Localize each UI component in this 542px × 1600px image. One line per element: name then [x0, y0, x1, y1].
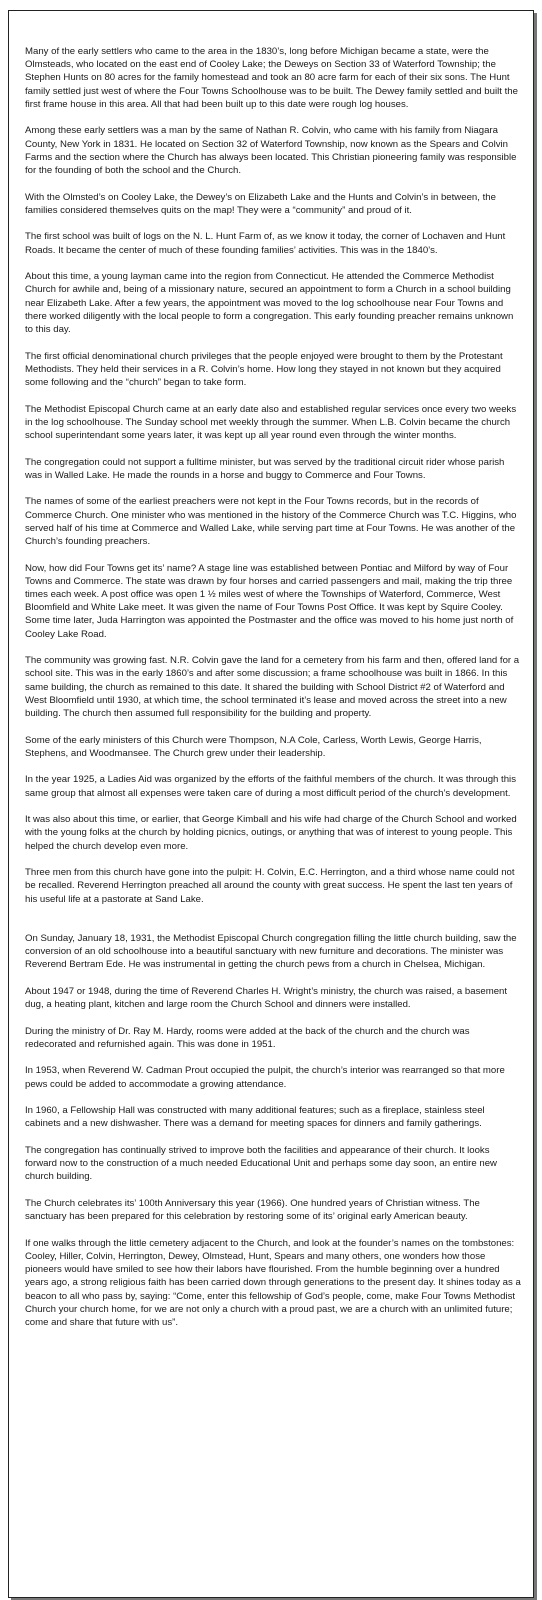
paragraph-1947-basement: About 1947 or 1948, during the time of Reverend Charles H. Wright’s ministry, the church was raised, a basement dug, a heating plant, kitchen and large room the Church School and dinners were installed.	[25, 985, 508, 1011]
paragraph-ladies-aid: In the year 1925, a Ladies Aid was organized by the efforts of the faithful members of the church. It was through this same group that almost all expenses were taken care of during a most difficult period of the church’s development.	[25, 774, 516, 799]
paragraph-1953-pews: In 1953, when Reverend W. Cadman Prout occupied the pulpit, the church’s interior was rearranged so that more pews could be added to accommodate a growing attendance.	[25, 1065, 505, 1090]
paragraph-early-ministers: Some of the early ministers of this Church were Thompson, N.A Cole, Carless, Worth Lewis, George Harris, Stephens, and Woodmansee. The Church grew under their leadership.	[25, 734, 482, 759]
paragraph-nathan-colvin: Among these early settlers was a man by the same of Nathan R. Colvin, who came with his family from Niagara County, New York in 1831. He located on Section 32 of Waterford Township, now known as the Spears and Colvin Farms and the section where the Church has always been located. This Christian pioneering family was responsible for the founding of both the school and the Church.	[25, 125, 517, 177]
paragraph-community-growing: The community was growing fast. N.R. Colvin gave the land for a cemetery from his farm and then, offered land for a school site. This was in the early 1860’s and after some discussion; a frame schoolhouse was built in 1866. In this same building, the church as remained to this date. It shared the building with School District #2 of Waterford and West Bloomfield until 1930, at which time, the school terminated it’s lease and moved across the street into a new building. The church then assumed full responsibility for the building and property.	[25, 655, 520, 720]
paragraph-ray-hardy: During the ministry of Dr. Ray M. Hardy, rooms were added at the back of the church and the church was redecorated and refurnished again. This was done in 1951.	[25, 1025, 470, 1050]
paragraph-early-settlers: Many of the early settlers who came to the area in the 1830’s, long before Michigan became a state, were the Olmsteads, who located on the east end of Cooley Lake; the Deweys on Section 33 of Waterford Township; the Stephen Hunts on 80 acres for the family homestead and took an 80 acre farm for each of their six sons. The Hunt family settled just west of where the Four Towns Schoolhouse was to be built. The Dewey family settled and built the first frame house in this area. All that had been built up to this date were rough log houses.	[25, 46, 518, 110]
paragraph-improvements: The congregation has continually strived to improve both the facilities and appearance of their church. It looks forward now to the construction of a much needed Educational Unit and perhaps some day soon, an entire new church building.	[25, 1145, 497, 1183]
paragraph-100th-anniversary: The Church celebrates its’ 100th Anniversary this year (1966). One hundred years of Christian witness. The sanctuary has been prepared for this celebration by restoring some of its’ original early American beauty.	[25, 1198, 480, 1223]
paragraph-methodist-episcopal: The Methodist Episcopal Church came at an early date also and established regular services once every two weeks in the log schoolhouse. The Sunday school met weekly through the summer. When L.B. Colvin became the church school superintendant some years later, it was kept up all year round even through the winter months.	[25, 403, 517, 442]
document-frame	[8, 10, 534, 1598]
paragraph-george-kimball: It was also about this time, or earlier, that George Kimball and his wife had charge of the Church School and worked with the young folks at the church by holding picnics, outings, or anything that was of interest to young people. This helped the church develop even more.	[25, 814, 517, 852]
paragraph-1931-sanctuary: On Sunday, January 18, 1931, the Methodist Episcopal Church congregation filling the little church building, saw the conversion of an old schoolhouse into a beautiful sanctuary with new furniture and decorations. The minister was Reverend Bertram Ede. He was instrumental in getting the church pews from a church in Chelsea, Michigan.	[25, 932, 517, 971]
paragraph-community: With the Olmsted’s on Cooley Lake, the Dewey’s on Elizabeth Lake and the Hunts and Colvin’s in between, the families considered themselves quits on the map! They were a “community” and proud of it.	[25, 191, 496, 216]
paragraph-earliest-preachers: The names of some of the earliest preachers were not kept in the Four Towns records, but in the records of Commerce Church. One minister who was mentioned in the history of the Commerce Church was T.C. Higgins, who served half of his time at Commerce and Walled Lake, while serving part time at Four Towns. He was another of the Church’s founding preachers.	[25, 496, 517, 548]
paragraph-protestant-methodists: The first official denominational church privileges that the people enjoyed were brought to them by the Protestant Methodists. They held their services in a R. Colvin’s home. How long they stayed in not known but they acquired some following and the “church” began to take form.	[25, 350, 503, 389]
paragraph-four-towns-name: Now, how did Four Towns get its’ name? A stage line was established between Pontiac and Milford by way of Four Towns and Commerce. The state was drawn by four horses and carried passengers and mail, making the trip three times each week. A post office was open 1 ½ miles west of where the Townships of Waterford, Commerce, West Bloomfield and White Lake meet. It was given the name of Four Towns Post Office. It was kept by Squire Cooley. Some time later, Juda Harrington was appointed the Postmaster and the office was moved to his home just north of Cooley Lake Road.	[25, 562, 514, 640]
paragraph-first-school: The first school was built of logs on the N. L. Hunt Farm of, as we know it today, the corner of Lochaven and Hunt Roads. It became the center of much of these founding families’ activities. This was in the 1840’s.	[25, 231, 506, 256]
paragraph-three-men: Three men from this church have gone into the pulpit: H. Colvin, E.C. Herrington, and a third whose name could not be recalled. Reverend Herrington preached all around the county with great success. He spent the last ten years of his useful life at a pastorate at Sand Lake.	[25, 867, 515, 905]
paragraph-circuit-rider: The congregation could not support a fulltime minister, but was served by the traditional circuit rider whose parish was in Walled Lake. He made the rounds in a horse and buggy to Commerce and Four Towns.	[25, 456, 505, 481]
paragraph-1960-fellowship-hall: In 1960, a Fellowship Hall was constructed with many additional features; such as a fireplace, stainless steel cabinets and a new dishwasher. There was a demand for meeting spaces for dinners and family gatherings.	[25, 1105, 485, 1130]
paragraph-young-layman: About this time, a young layman came into the region from Connecticut. He attended the Commerce Methodist Church for awhile and, being of a missionary nature, secured an appointment to form a Church in a school building near Elizabeth Lake. After a few years, the appointment was moved to the log schoolhouse near Four Towns and there worked diligently with the local people to form a congregation. This early founding preacher remains unknown to this day.	[25, 271, 514, 336]
paragraph-cemetery: If one walks through the little cemetery adjacent to the Church, and look at the founder’s names on the tombstones: Cooley, Hiller, Colvin, Herrington, Dewey, Olmstead, Hunt, Spears and many others, one wonders how those pioneers would have smiled to see how their labors have flourished. From the humble beginning over a hundred years ago, a strong religious faith has been carried down through generations to the present day. It shines today as a beacon to all who pass by, saying: “Come, enter this fellowship of God’s people, come, make Four Towns Methodist Church your church home, for we are not only a church with a proud past, we are a church with an unlimited future; come and share that future with us”.	[25, 1237, 521, 1329]
